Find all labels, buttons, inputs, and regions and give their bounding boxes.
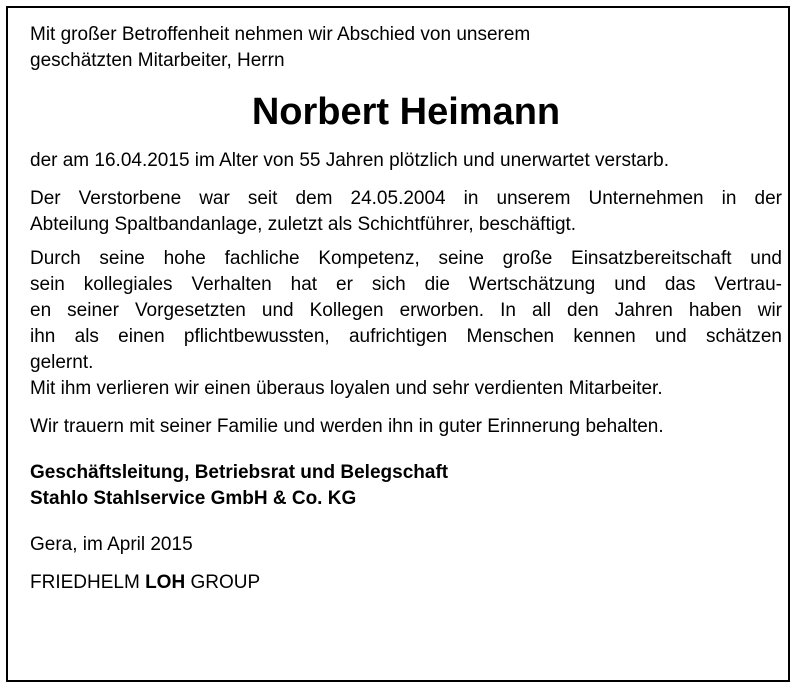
tribute-paragraph <box>30 246 782 402</box>
employment-line-1: Der Verstorbene war seit dem 24.05.2004 in unserem Unternehmen in der <box>30 188 782 209</box>
intro-line-1: Mit großer Betroffenheit nehmen wir Abschied von unserem <box>30 24 531 45</box>
logo-part-2: LOH <box>145 572 186 593</box>
signature-line-1: Geschäftsleitung, Betriebsrat und Belegschaft <box>30 462 449 483</box>
intro-line-2: geschätzten Mitarbeiter, Herrn <box>30 50 285 71</box>
death-line: der am 16.04.2015 im Alter von 55 Jahren plötzlich und unerwartet verstarb. <box>30 150 669 171</box>
tribute-line-3: en seiner Vorgesetzten und Kollegen erworben. In all den Jahren haben wir <box>30 300 782 321</box>
tribute-line-1: Durch seine hohe fachliche Kompetenz, seine große Einsatzbereitschaft und <box>30 248 782 269</box>
deceased-name: Norbert Heimann <box>251 91 561 133</box>
place-date: Gera, im April 2015 <box>30 534 193 555</box>
signature-block <box>30 460 782 512</box>
tribute-line-6: Mit ihm verlieren wir einen überaus loyalen und sehr verdienten Mitarbeiter. <box>30 378 663 399</box>
group-logo <box>30 570 782 596</box>
obituary-content <box>30 22 782 596</box>
employment-paragraph <box>30 186 782 238</box>
obituary-frame <box>6 6 790 682</box>
tribute-line-5: gelernt. <box>30 352 94 373</box>
tribute-line-2: sein kollegiales Verhalten hat er sich die Wertschätzung und das Vertrau- <box>30 274 782 295</box>
tribute-line-4: ihn als einen pflichtbewussten, aufrichtigen Menschen kennen und schätzen <box>30 326 782 347</box>
mourning-line: Wir trauern mit seiner Familie und werden ihn in guter Erinnerung behalten. <box>30 416 664 437</box>
logo-part-1: FRIEDHELM <box>30 572 146 593</box>
employment-line-2: Abteilung Spaltbandanlage, zuletzt als Schichtführer, beschäftigt. <box>30 214 577 235</box>
signature-line-2: Stahlo Stahlservice GmbH & Co. KG <box>30 488 357 509</box>
logo-part-3: GROUP <box>185 572 261 593</box>
